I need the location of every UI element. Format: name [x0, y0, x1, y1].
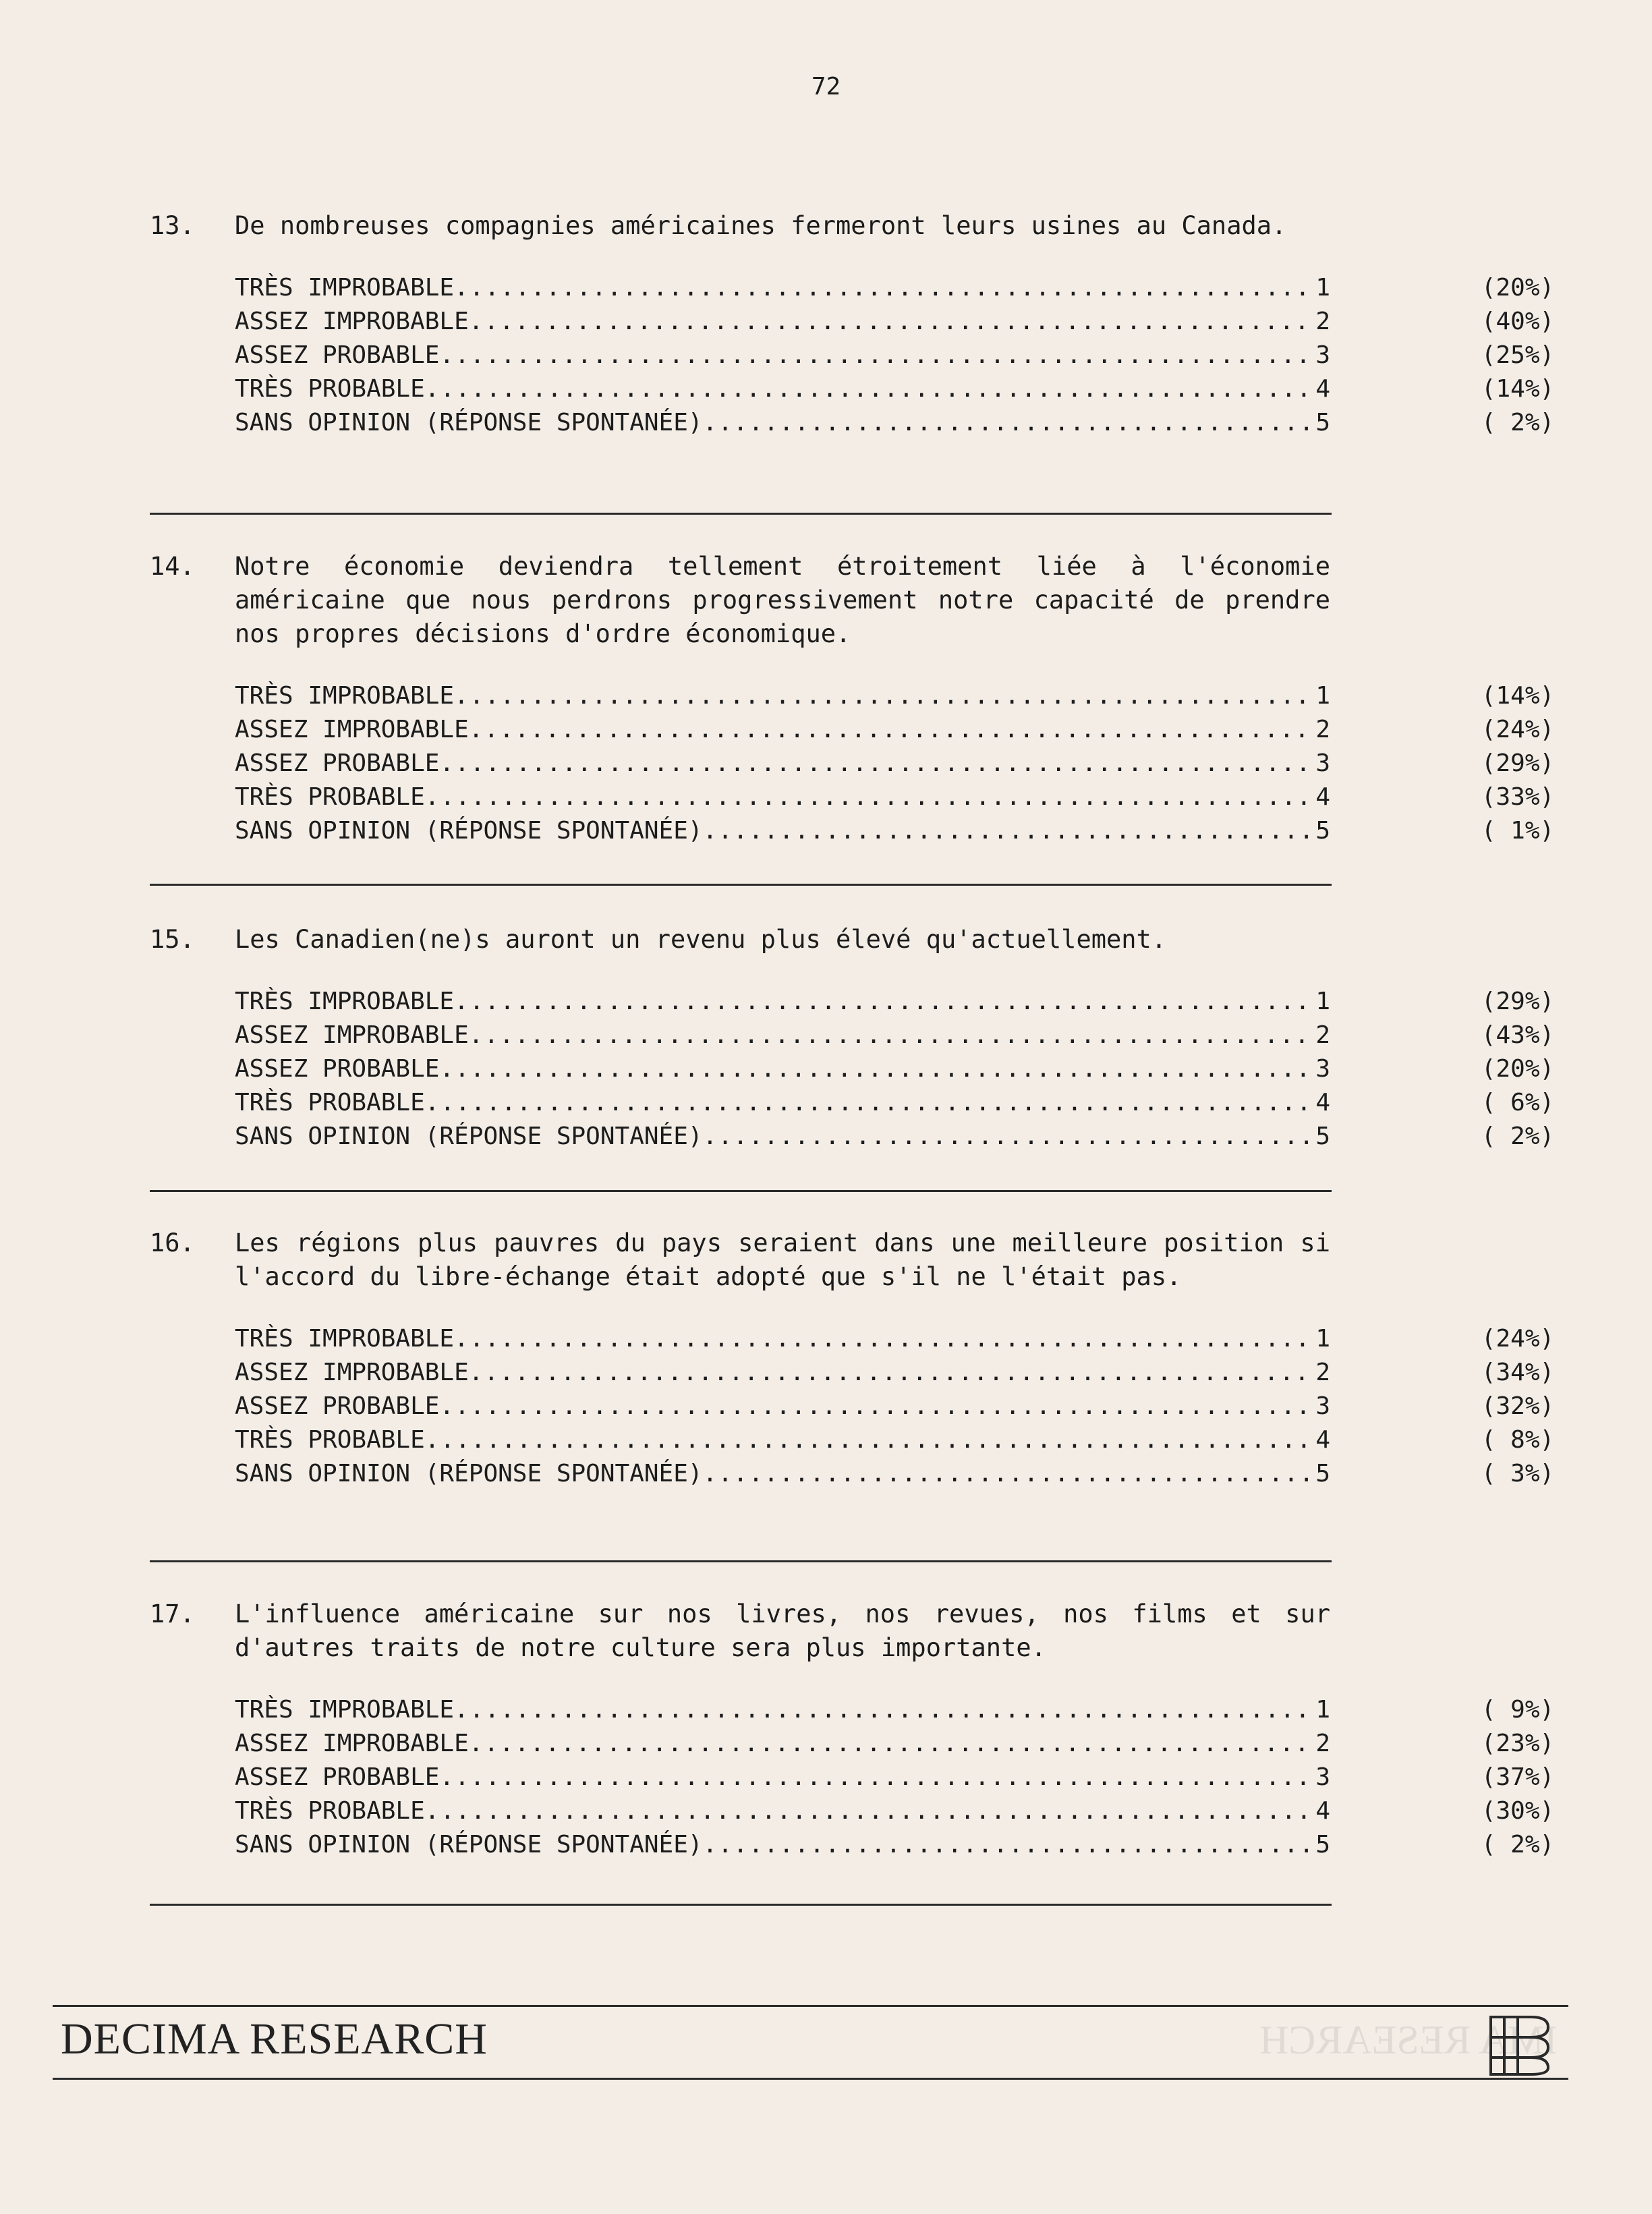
section-divider: [150, 884, 1332, 886]
question-15: [150, 923, 1555, 1154]
page-number: 72: [811, 73, 841, 101]
question-number: 15.: [150, 925, 195, 954]
section-divider: [150, 1904, 1332, 1906]
brand-name: DECIMA RESEARCH: [61, 2014, 488, 2064]
leader-dots: [425, 1794, 1314, 1828]
answer-row: [235, 1693, 1555, 1727]
question-text: De nombreuses compagnies américaines fermeront leurs usines au Canada.: [235, 211, 1287, 240]
leader-dots: [454, 1693, 1314, 1727]
leader-dots: [703, 814, 1314, 848]
answer-label: SANS OPINION (RÉPONSE SPONTANÉE): [235, 1123, 703, 1150]
answer-code: 1: [1315, 988, 1330, 1015]
answer-label: TRÈS IMPROBABLE: [235, 1696, 455, 1724]
answer-row: [235, 1120, 1555, 1154]
leader-dots: [454, 679, 1314, 713]
leader-dots: [469, 1727, 1314, 1761]
answer-code: 4: [1315, 1089, 1330, 1116]
answer-percent: (24%): [1481, 716, 1555, 743]
leader-dots: [469, 713, 1314, 747]
answer-percent: (33%): [1481, 783, 1555, 811]
answer-label: ASSEZ PROBABLE: [235, 1055, 440, 1083]
answer-percent: (25%): [1481, 341, 1555, 369]
leader-dots: [469, 1356, 1314, 1390]
answer-percent: (37%): [1481, 1763, 1555, 1791]
leader-dots: [425, 780, 1314, 814]
answer-code: 2: [1315, 308, 1330, 335]
answer-percent: (40%): [1481, 308, 1555, 335]
answer-code: 4: [1315, 783, 1330, 811]
answer-list: [235, 985, 1555, 1154]
answer-label: SANS OPINION (RÉPONSE SPONTANÉE): [235, 1460, 703, 1487]
answer-label: ASSEZ IMPROBABLE: [235, 1359, 469, 1386]
question-number: 17.: [150, 1599, 195, 1628]
answer-row: [235, 814, 1555, 848]
answer-label: TRÈS PROBABLE: [235, 1426, 425, 1454]
answer-list: [235, 679, 1555, 848]
bleed-through-text: IMA RESEARCH: [1259, 2018, 1558, 2062]
answer-code: 1: [1315, 682, 1330, 710]
answer-row: [235, 1086, 1555, 1120]
answer-row: [235, 1019, 1555, 1052]
answer-code: 5: [1315, 1831, 1330, 1858]
answer-percent: (29%): [1481, 749, 1555, 777]
answer-label: TRÈS IMPROBABLE: [235, 682, 455, 710]
answer-label: TRÈS IMPROBABLE: [235, 988, 455, 1015]
answer-label: SANS OPINION (RÉPONSE SPONTANÉE): [235, 1831, 703, 1858]
answer-code: 1: [1315, 274, 1330, 302]
answer-row: [235, 339, 1555, 372]
answer-label: TRÈS PROBABLE: [235, 1797, 425, 1825]
leader-dots: [469, 305, 1314, 339]
answer-code: 5: [1315, 409, 1330, 436]
answer-code: 4: [1315, 1426, 1330, 1454]
question-16: [150, 1226, 1555, 1491]
answer-code: 1: [1315, 1325, 1330, 1353]
answer-percent: (14%): [1481, 682, 1555, 710]
question-number: 14.: [150, 552, 195, 581]
answer-percent: ( 2%): [1481, 1831, 1555, 1858]
question-number: 16.: [150, 1228, 195, 1257]
answer-row: [235, 713, 1555, 747]
footer-bottom-rule: [53, 2078, 1568, 2080]
leader-dots: [425, 1086, 1314, 1120]
answer-code: 3: [1315, 749, 1330, 777]
answer-label: SANS OPINION (RÉPONSE SPONTANÉE): [235, 817, 703, 845]
answer-code: 4: [1315, 375, 1330, 403]
section-divider: [150, 513, 1332, 515]
answer-label: TRÈS IMPROBABLE: [235, 274, 455, 302]
answer-row: [235, 1052, 1555, 1086]
answer-row: [235, 1356, 1555, 1390]
answer-row: [235, 406, 1555, 440]
answer-row: [235, 1322, 1555, 1356]
answer-list: [235, 1693, 1555, 1862]
answer-code: 3: [1315, 1055, 1330, 1083]
question-14: [150, 550, 1555, 848]
answer-row: [235, 1727, 1555, 1761]
answer-label: TRÈS PROBABLE: [235, 1089, 425, 1116]
leader-dots: [439, 1390, 1314, 1423]
answer-code: 2: [1315, 1359, 1330, 1386]
answer-code: 2: [1315, 1021, 1330, 1049]
leader-dots: [425, 372, 1314, 406]
answer-label: ASSEZ PROBABLE: [235, 1763, 440, 1791]
answer-percent: ( 2%): [1481, 409, 1555, 436]
answer-code: 3: [1315, 341, 1330, 369]
leader-dots: [439, 747, 1314, 780]
answer-percent: ( 1%): [1481, 817, 1555, 845]
answer-row: [235, 305, 1555, 339]
answer-code: 5: [1315, 1460, 1330, 1487]
answer-code: 1: [1315, 1696, 1330, 1724]
answer-percent: ( 6%): [1481, 1089, 1555, 1116]
answer-row: [235, 1761, 1555, 1794]
answer-row: [235, 679, 1555, 713]
answer-label: SANS OPINION (RÉPONSE SPONTANÉE): [235, 409, 703, 436]
answer-percent: (14%): [1481, 375, 1555, 403]
leader-dots: [703, 1120, 1314, 1154]
answer-label: TRÈS PROBABLE: [235, 375, 425, 403]
answer-code: 5: [1315, 1123, 1330, 1150]
answer-percent: (20%): [1481, 1055, 1555, 1083]
answer-label: ASSEZ PROBABLE: [235, 341, 440, 369]
leader-dots: [439, 1052, 1314, 1086]
answer-label: ASSEZ IMPROBABLE: [235, 1730, 469, 1757]
question-17: [150, 1597, 1555, 1862]
question-text: L'influence américaine sur nos livres, nos revues, nos films et sur d'autres traits de notre culture sera plus importante.: [235, 1599, 1330, 1662]
answer-label: ASSEZ PROBABLE: [235, 749, 440, 777]
answer-row: [235, 1828, 1555, 1862]
answer-percent: ( 2%): [1481, 1123, 1555, 1150]
answer-code: 2: [1315, 716, 1330, 743]
answer-code: 3: [1315, 1392, 1330, 1420]
question-text: Les Canadien(ne)s auront un revenu plus élevé qu'actuellement.: [235, 925, 1167, 954]
answer-code: 3: [1315, 1763, 1330, 1791]
question-number: 13.: [150, 211, 195, 240]
answer-row: [235, 1457, 1555, 1491]
answer-percent: (32%): [1481, 1392, 1555, 1420]
leader-dots: [439, 1761, 1314, 1794]
answer-row: [235, 780, 1555, 814]
answer-row: [235, 372, 1555, 406]
answer-list: [235, 1322, 1555, 1491]
answer-percent: (29%): [1481, 988, 1555, 1015]
answer-label: ASSEZ IMPROBABLE: [235, 1021, 469, 1049]
leader-dots: [425, 1423, 1314, 1457]
leader-dots: [469, 1019, 1314, 1052]
answer-row: [235, 1390, 1555, 1423]
leader-dots: [703, 1457, 1314, 1491]
answer-percent: (24%): [1481, 1325, 1555, 1353]
leader-dots: [703, 1828, 1314, 1862]
answer-code: 4: [1315, 1797, 1330, 1825]
answer-label: TRÈS PROBABLE: [235, 783, 425, 811]
answer-percent: ( 8%): [1481, 1426, 1555, 1454]
answer-row: [235, 985, 1555, 1019]
answer-label: ASSEZ PROBABLE: [235, 1392, 440, 1420]
answer-percent: (34%): [1481, 1359, 1555, 1386]
answer-code: 5: [1315, 817, 1330, 845]
footer-top-rule: [53, 2005, 1568, 2007]
question-text: Notre économie deviendra tellement étroitement liée à l'économie américaine que nous perdrons progressivement notre capacité de prendre nos propres décisions d'ordre économique.: [235, 552, 1330, 648]
section-divider: [150, 1560, 1332, 1562]
answer-percent: ( 9%): [1481, 1696, 1555, 1724]
answer-label: ASSEZ IMPROBABLE: [235, 716, 469, 743]
answer-percent: ( 3%): [1481, 1460, 1555, 1487]
decima-logo-icon: [1484, 2010, 1558, 2080]
answer-row: [235, 271, 1555, 305]
answer-label: TRÈS IMPROBABLE: [235, 1325, 455, 1353]
section-divider: [150, 1190, 1332, 1192]
answer-row: [235, 1794, 1555, 1828]
leader-dots: [454, 985, 1314, 1019]
answer-percent: (43%): [1481, 1021, 1555, 1049]
leader-dots: [439, 339, 1314, 372]
answer-list: [235, 271, 1555, 440]
answer-row: [235, 1423, 1555, 1457]
answer-code: 2: [1315, 1730, 1330, 1757]
answer-percent: (23%): [1481, 1730, 1555, 1757]
answer-label: ASSEZ IMPROBABLE: [235, 308, 469, 335]
question-13: [150, 209, 1555, 440]
answer-percent: (20%): [1481, 274, 1555, 302]
answer-percent: (30%): [1481, 1797, 1555, 1825]
leader-dots: [703, 406, 1314, 440]
leader-dots: [454, 271, 1314, 305]
answer-row: [235, 747, 1555, 780]
leader-dots: [454, 1322, 1314, 1356]
question-text: Les régions plus pauvres du pays seraient dans une meilleure position si l'accord du libre-échange était adopté que s'il ne l'était pas.: [235, 1228, 1330, 1291]
